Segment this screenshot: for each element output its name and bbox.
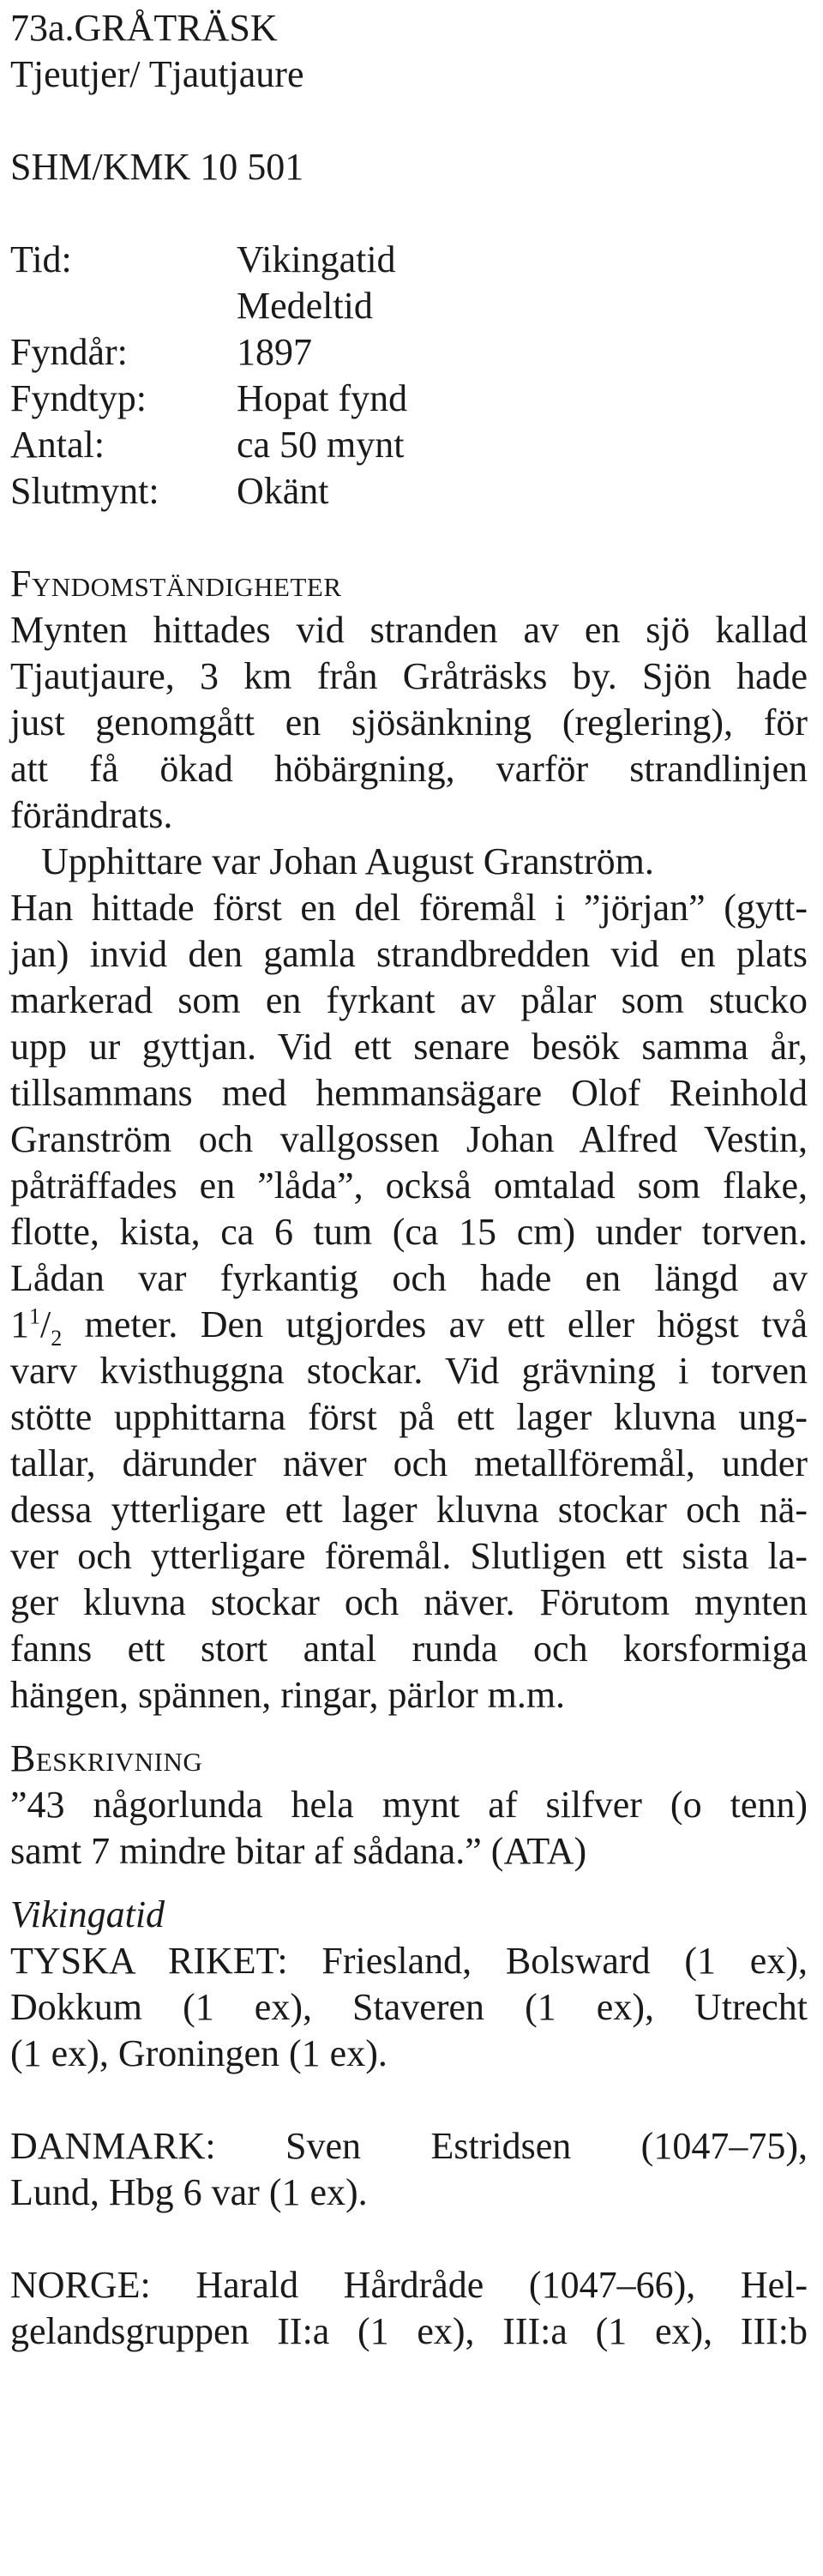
coin-line: TYSKA RIKET: Friesland, Bolsward (1 ex),: [10, 1940, 808, 1982]
document-page: [0, 5, 823, 2355]
text-line: dessa ytterligare ett lager kluvna stockar och nä-: [10, 1489, 808, 1531]
findings-paragraph-1: [10, 607, 808, 839]
fraction-line: $1^1/_2$ meter. Den utgjordes av ett eller högst två: [10, 1303, 808, 1351]
meta-label: Fyndår:: [10, 331, 128, 373]
meta-value: 1897: [237, 331, 312, 373]
text-line: fanns ett stort antal runda och korsformiga: [10, 1628, 808, 1670]
catalog-number: SHM/KMK 10 501: [10, 146, 304, 188]
document-title: 73a.GRÅTRÄSK: [10, 7, 278, 49]
coin-line: Lund, Hbg 6 var (1 ex).: [10, 2171, 368, 2213]
text-line: ger kluvna stockar och näver. Förutom mynten: [10, 1581, 808, 1623]
description-line: ”43 någorlunda hela mynt af silfver (o tenn): [10, 1784, 808, 1826]
text-line: att få ökad höbärgning, varför strandlinjen: [10, 748, 808, 790]
text-line: Granström och vallgossen Johan Alfred Vestin,: [10, 1118, 808, 1160]
text-line: hängen, spännen, ringar, pärlor m.m.: [10, 1674, 566, 1716]
meta-row: [10, 376, 808, 422]
meta-row: [10, 422, 808, 468]
fraction-rest: meter. Den utgjordes av ett eller högst två: [62, 1303, 808, 1345]
meta-table: [10, 237, 808, 515]
text-line: tallar, därunder näver och metallföremål, under: [10, 1442, 808, 1484]
text-line: Mynten hittades vid stranden av en sjö kallad: [10, 609, 808, 651]
meta-label: Slutmynt:: [10, 470, 159, 512]
text-line: Upphittare var Johan August Granström.: [41, 840, 654, 882]
description-line: samt 7 mindre bitar af sådana.” (ATA): [10, 1830, 587, 1872]
meta-value: ca 50 mynt: [237, 424, 405, 466]
meta-value: Vikingatid: [237, 238, 396, 280]
meta-label: [10, 283, 237, 329]
meta-value: Medeltid: [237, 285, 373, 327]
text-line: varv kvisthuggna stockar. Vid grävning i torven: [10, 1350, 808, 1392]
meta-value: Hopat fynd: [237, 377, 408, 419]
description-heading: Beskrivning: [10, 1737, 203, 1779]
meta-label: Fyndtyp:: [10, 377, 147, 419]
text-line: stötte upphittarna först på ett lager kluvna ung-: [10, 1396, 808, 1438]
text-line: upp ur gyttjan. Vid ett senare besök samma år,: [10, 1026, 808, 1068]
fraction-denominator: 2: [51, 1325, 63, 1351]
text-line: förändrats.: [10, 794, 173, 836]
meta-row: [10, 329, 808, 376]
coin-line: Dokkum (1 ex), Staveren (1 ex), Utrecht: [10, 1986, 808, 2028]
text-line: just genomgått en sjösänkning (reglering), för: [10, 701, 808, 743]
meta-row: [10, 237, 808, 283]
meta-value: Okänt: [237, 470, 329, 512]
fraction-numerator: 1: [29, 1303, 40, 1329]
text-line: Han hittade först en del föremål i ”jörjan” (gytt-: [10, 887, 808, 929]
meta-row: [10, 283, 808, 329]
coin-line: DANMARK: Sven Estridsen (1047–75),: [10, 2125, 808, 2167]
text-line: Lådan var fyrkantig och hade en längd av: [10, 1257, 808, 1299]
text-line: Tjautjaure, 3 km från Gråträsks by. Sjön hade: [10, 655, 808, 697]
meta-row: [10, 468, 808, 515]
coin-line: NORGE: Harald Hårdråde (1047–66), Hel-: [10, 2264, 808, 2306]
findings-paragraph-2: [10, 839, 808, 1718]
text-line: flotte, kista, ca 6 tum (ca 15 cm) under torven.: [10, 1211, 808, 1253]
text-line: markerad som en fyrkant av pålar som stucko: [10, 979, 808, 1021]
text-line: påträffades en ”låda”, också omtalad som flake,: [10, 1165, 808, 1207]
period-heading: Vikingatid: [10, 1893, 165, 1935]
findings-heading: Fyndomständigheter: [10, 563, 342, 605]
fraction-whole: 1: [10, 1303, 29, 1345]
coin-line: (1 ex), Groningen (1 ex).: [10, 2032, 387, 2074]
document-subtitle: Tjeutjer/ Tjautjaure: [10, 53, 304, 95]
meta-label: Tid:: [10, 238, 72, 280]
text-line: tillsammans med hemmansägare Olof Reinhold: [10, 1072, 808, 1114]
text-line: ver och ytterligare föremål. Slutligen ett sista la-: [10, 1535, 808, 1577]
text-line: jan) invid den gamla strandbredden vid en plats: [10, 933, 808, 975]
coin-line: gelandsgruppen II:a (1 ex), III:a (1 ex), III:b: [10, 2310, 808, 2352]
meta-label: Antal:: [10, 424, 105, 466]
